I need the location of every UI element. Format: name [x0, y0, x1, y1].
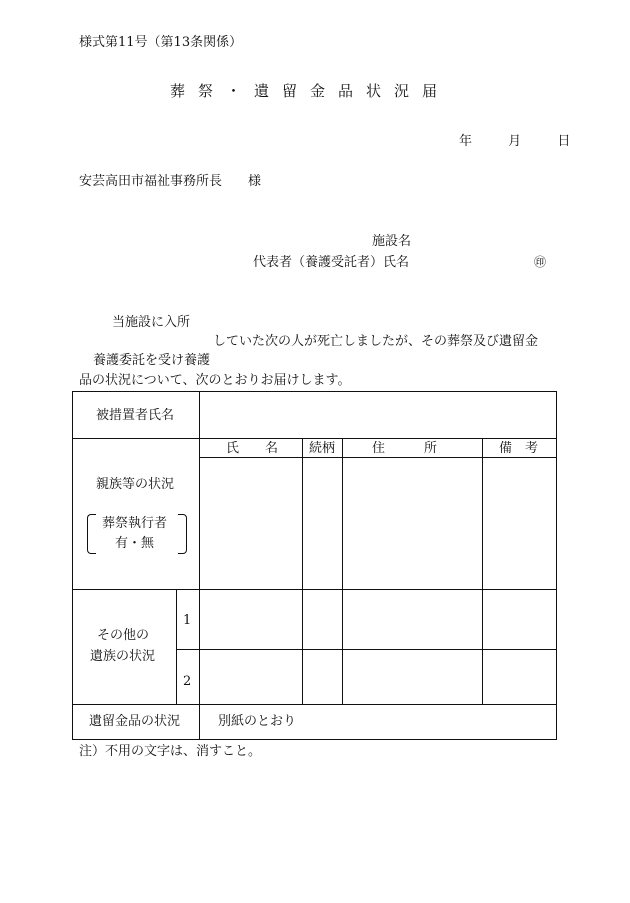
others-label-line2: 遺族の状況 [90, 649, 156, 664]
subject-name-label: 被措置者氏名 [96, 408, 175, 423]
body-prefix-a: 当施設に入所 [112, 315, 191, 330]
row-number-2: 2 [183, 674, 192, 689]
document-title: 葬祭・遺留金品状況届 [170, 82, 451, 100]
bracket-left [87, 514, 96, 554]
belongings-label: 遺留金品の状況 [89, 714, 181, 729]
col-header-address: 住 所 [372, 441, 438, 456]
belongings-value: 別紙のとおり [218, 714, 297, 729]
seal-mark: ㊞ [534, 255, 547, 269]
body-line2: 品の状況について、次のとおりお届けします。 [79, 373, 351, 388]
date-day-label: 日 [557, 134, 571, 149]
col-header-relation: 続柄 [309, 441, 336, 456]
form-number: 様式第11号（第13条関係） [79, 35, 243, 50]
representative-label: 代表者（養護受託者）氏名 [253, 255, 410, 270]
row-number-1: 1 [183, 613, 192, 628]
col-header-name: 氏 名 [226, 441, 279, 456]
col-header-remarks: 備 考 [499, 441, 539, 456]
date-year-label: 年 [459, 134, 473, 149]
bracket-right [178, 514, 187, 554]
footnote: 注）不用の文字は、消すこと。 [79, 744, 262, 759]
relatives-label: 親族等の状況 [96, 477, 175, 492]
funeral-host-label: 葬祭執行者 [102, 516, 168, 531]
addressee: 安芸高田市福祉事務所長 様 [79, 174, 262, 189]
others-label-line1: その他の [97, 628, 150, 643]
date-month-label: 月 [508, 134, 522, 149]
body-line1: していた次の人が死亡しましたが、その葬祭及び遺留金 [213, 334, 539, 349]
body-prefix-b: 養護委託を受け養護 [93, 353, 211, 368]
facility-label: 施設名 [372, 234, 412, 249]
funeral-host-options: 有・無 [115, 536, 155, 551]
